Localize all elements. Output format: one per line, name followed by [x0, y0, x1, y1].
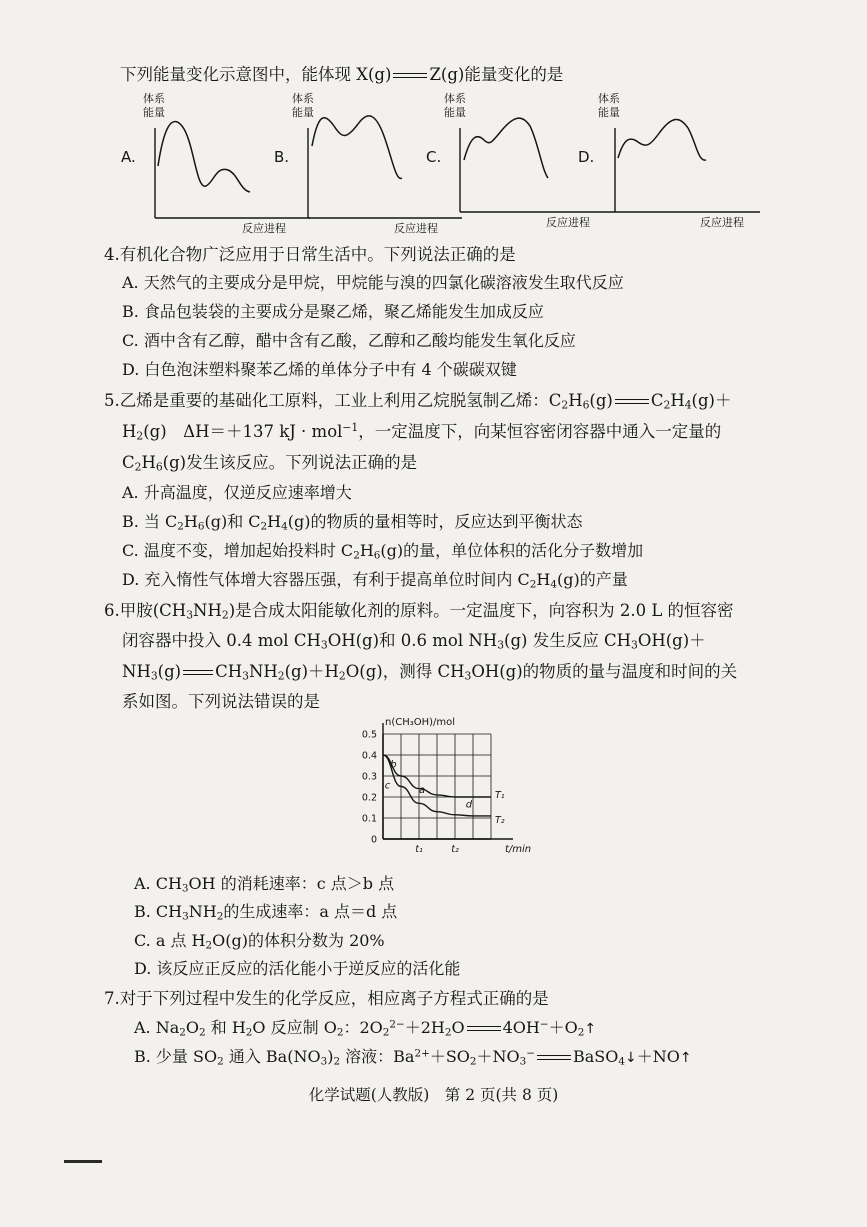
q7-b-f: ＋NO: [476, 1047, 520, 1066]
q6-l3-d: NH: [248, 662, 278, 681]
q5-c-b: H: [359, 541, 374, 560]
q5-d-a: D. 充入惰性气体增大容器压强，有利于提高单位时间内 C: [122, 570, 530, 589]
graph-d-label: D.: [578, 148, 595, 166]
q7-a-c: 和 H: [210, 1018, 246, 1037]
q6-l2-a: 闭容器中投入 0.4 mol CH: [122, 631, 321, 650]
graph-a-ylabel-2: 能量: [143, 106, 165, 119]
q7-a-a: A. Na: [134, 1018, 180, 1037]
chart-ytick-label: 0.1: [361, 813, 377, 825]
chart-point-label: c: [384, 780, 391, 792]
gas-up-arrow-icon: ↑: [584, 1021, 597, 1037]
q7-a-f: ＋2H: [404, 1018, 445, 1037]
graph-a-xlabel: 反应进程: [242, 222, 286, 235]
q5-option-d: D. 充入惰性气体增大容器压强，有利于提高单位时间内 $C_2H_4(g)$的产量: [122, 570, 628, 591]
q7-a-h: 4OH: [502, 1018, 540, 1037]
q6-l1-c: )是合成太阳能敏化剂的原料。一定温度下，向容积为 2.0 L 的恒容密: [228, 601, 734, 620]
graph-d-ylabel-1: 体系: [598, 92, 620, 105]
q5-option-a: A. 升高温度，仅逆反应速率增大: [122, 483, 352, 502]
q3-stem: [120, 64, 563, 86]
q5-l3-c: (g)发生该反应。下列说法正确的是: [162, 453, 418, 472]
graph-d-xlabel: 反应进程: [700, 216, 744, 229]
q7-b-a: B. 少量 SO: [134, 1047, 218, 1066]
graph-c-curve: [464, 118, 548, 178]
scan-edge-mark: [64, 1160, 102, 1163]
graph-a-label: A.: [121, 148, 136, 166]
q5-l1-e: H: [670, 391, 685, 410]
graph-b-xlabel: 反应进程: [394, 222, 438, 235]
chart-x-label: t/min: [505, 844, 532, 855]
q6-l2-b: OH(g)和 0.6 mol NH: [327, 631, 498, 650]
graph-c-label: C.: [426, 148, 442, 166]
q6-l3-a: NH: [122, 662, 151, 681]
chart-ytick-label: 0: [370, 834, 377, 846]
chart-point-label: b: [390, 759, 397, 771]
q5-c-c: (g)的量，单位体积的活化分子数增加: [380, 541, 644, 560]
q5-l1-f: (g)＋: [691, 391, 732, 410]
q5-b-b: H: [183, 512, 198, 531]
gas-up-arrow-icon: ↑: [679, 1050, 692, 1066]
q5-b-a: B. 当 C: [122, 512, 178, 531]
q5-c-a: C. 温度不变，增加起始投料时 C: [122, 541, 354, 560]
q3-stem-end: Z(g)能量变化的是: [429, 65, 564, 84]
chart-y-label: n(CH₃OH)/mol: [385, 717, 456, 728]
q5-d-c: (g)的产量: [556, 570, 628, 589]
equals-arrow-icon: [467, 1024, 501, 1034]
q6-b-c: 的生成速率：a 点＝d 点: [223, 902, 398, 921]
chart-xtick-label: t₁: [415, 844, 423, 855]
q4-option-d: D. 白色泡沫塑料聚苯乙烯的单体分子中有 4 个碳碳双键: [122, 360, 517, 379]
graph-b-ylabel-2: 能量: [292, 106, 314, 119]
chart-ytick-label: 0.2: [361, 792, 377, 804]
q3-energy-graphs: [110, 86, 760, 236]
q7-b-d: 溶液：Ba: [345, 1047, 415, 1066]
q5-b-c: (g)和 C: [204, 512, 261, 531]
q6-option-c: C. a 点 $H_2O(g)$的体积分数为 20%: [134, 931, 385, 952]
equilibrium-arrow-icon: [183, 668, 213, 678]
graph-c-ylabel-1: 体系: [444, 92, 466, 105]
page-footer: 化学试题(人教版) 第 2 页(共 8 页): [308, 1086, 559, 1104]
q6-l3-g: OH(g)的物质的量与温度和时间的关: [471, 662, 738, 681]
q6-line-3: $NH_3(g)$ $CH_3NH_2(g)+H_2O(g)$，测得 $CH_3OH(g)$的物质的量与温度和时间的关: [122, 662, 738, 683]
q7-a-e: ：2O: [343, 1018, 383, 1037]
q6-c-a: C. a 点 H: [134, 931, 206, 950]
graph-c-ylabel-2: 能量: [444, 106, 466, 119]
q6-line-2: 闭容器中投入 0.4 mol $CH_3OH(g)$和 0.6 mol $NH_3(g)$ 发生反应 $CH_3OH(g)+$: [122, 631, 706, 652]
q7-option-b: B. 少量 $SO_2$ 通入 $Ba(NO_3)_2$ 溶液：$Ba^{2+}+SO_2+NO_3^-$ BaSO$_4$↓＋NO↑: [134, 1047, 692, 1068]
q6-c-b: O(g)的体积分数为 20%: [212, 931, 385, 950]
q7-b-b: 通入 Ba(NO: [228, 1047, 321, 1066]
graph-b-label: B.: [274, 148, 290, 166]
q5-l1-d: C: [650, 391, 664, 410]
precipitate-down-arrow-icon: ↓: [625, 1050, 637, 1066]
q5-option-c: C. 温度不变，增加起始投料时 $C_2H_6(g)$的量，单位体积的活化分子数增加: [122, 541, 644, 562]
graph-a-curve: [158, 122, 250, 192]
graph-c-xlabel: 反应进程: [546, 216, 590, 229]
q6-line-1: 6.甲胺$(CH_3NH_2)$是合成太阳能敏化剂的原料。一定温度下，向容积为 2.0 L 的恒容密: [104, 601, 734, 622]
chart-ytick-label: 0.4: [361, 750, 377, 762]
q5-option-b: B. 当 $C_2H_6(g)$和 $C_2H_4(g)$的物质的量相等时，反应达到平衡状态: [122, 512, 583, 533]
q6-chart: [345, 715, 545, 855]
q7-b-g: BaSO: [573, 1047, 619, 1066]
q6-option-a: A. $CH_3OH$ 的消耗速率：c 点＞b 点: [134, 874, 395, 895]
graph-d-curve: [618, 119, 706, 160]
q4-option-c: C. 酒中含有乙醇，醋中含有乙酸，乙醇和乙酸均能发生氧化反应: [122, 331, 576, 350]
equilibrium-arrow-icon: [615, 397, 649, 407]
q6-l3-b: (g): [157, 662, 182, 681]
q6-b-a: B. CH: [134, 902, 183, 921]
q7-a-d: O 反应制 O: [252, 1018, 337, 1037]
chart-point-label: a: [419, 784, 426, 796]
q5-l1-b: H: [568, 391, 583, 410]
q4-stem: 4.有机化合物广泛应用于日常生活中。下列说法正确的是: [104, 245, 516, 264]
graph-b-ylabel-1: 体系: [292, 92, 314, 105]
q6-l2-c: (g) 发生反应 CH: [504, 631, 631, 650]
q6-b-b: NH: [188, 902, 217, 921]
q5-line-2: $H_2(g)$ ΔH＝＋137 kJ · mol$^{-1}$，一定温度下，向某恒容密闭容器中通入一定量的: [122, 421, 722, 443]
q6-l3-c: CH: [215, 662, 243, 681]
q6-line-4: 系如图。下列说法错误的是: [122, 692, 320, 711]
q6-l3-f: O(g)，测得 CH: [345, 662, 465, 681]
q5-l1-c: (g): [589, 391, 613, 410]
q7-option-a: A. $Na_2O_2$ 和 $H_2O$ 反应制 $O_2$：$2O_2^{2-}+2H_2O$ $4OH^-+O_2↑$: [134, 1018, 597, 1039]
q4-option-b: B. 食品包装袋的主要成分是聚乙烯，聚乙烯能发生加成反应: [122, 302, 544, 321]
chart-series-label: T₁: [495, 790, 505, 801]
graph-d-ylabel-2: 能量: [598, 106, 620, 119]
q5-l2-c: ，一定温度下，向某恒容密闭容器中通入一定量的: [358, 422, 722, 441]
q5-b-e: (g)的物质的量相等时，反应达到平衡状态: [287, 512, 583, 531]
q5-l2-a: H: [122, 422, 137, 441]
graph-b-curve: [312, 116, 402, 179]
q4-option-a: A. 天然气的主要成分是甲烷，甲烷能与溴的四氯化碳溶液发生取代反应: [122, 273, 624, 292]
q5-l3-b: H: [141, 453, 156, 472]
chart-ytick-label: 0.3: [361, 771, 377, 783]
graph-d: [578, 91, 760, 229]
equilibrium-arrow-icon: [393, 71, 427, 81]
graph-a-ylabel-1: 体系: [143, 92, 165, 105]
q5-line-1: 5.乙烯是重要的基础化工原料，工业上利用乙烷脱氢制乙烯：$C_2H_6(g)$ $C_2H_4(g)+$: [104, 391, 732, 412]
chart-point-label: d: [465, 799, 473, 811]
q7-a-b: O: [185, 1018, 200, 1037]
q7-b-c: ): [327, 1047, 334, 1066]
q6-option-b: B. $CH_3NH_2$的生成速率：a 点＝d 点: [134, 902, 398, 923]
q5-line-3: $C_2H_6(g)$发生该反应。下列说法正确的是: [122, 453, 418, 474]
q7-a-i: ＋O: [548, 1018, 578, 1037]
q7-a-g: O: [451, 1018, 465, 1037]
q6-a-b: OH 的消耗速率：c 点＞b 点: [188, 874, 395, 893]
q5-l1-a: 5.乙烯是重要的基础化工原料，工业上利用乙烷脱氢制乙烯：C: [104, 391, 562, 410]
q7-b-e: ＋SO: [429, 1047, 470, 1066]
q5-b-d: H: [267, 512, 282, 531]
chart-xtick-label: t₂: [451, 844, 459, 855]
q6-l1-a: 6.甲胺(CH: [104, 601, 187, 620]
q7-b-h: ＋NO: [636, 1047, 680, 1066]
q5-l2-b: (g) ΔH＝＋137 kJ · mol: [143, 422, 343, 441]
q6-l3-e: (g)＋H: [284, 662, 339, 681]
q7-stem: 7.对于下列过程中发生的化学反应，相应离子方程式正确的是: [104, 989, 549, 1008]
chart-ytick-label: 0.5: [361, 729, 377, 741]
q5-l3-a: C: [122, 453, 135, 472]
q5-d-b: H: [536, 570, 551, 589]
q6-option-d: D. 该反应正反应的活化能小于逆反应的活化能: [134, 959, 461, 978]
q6-a-a: A. CH: [134, 874, 182, 893]
q6-l2-d: OH(g)＋: [637, 631, 706, 650]
q3-stem-text: 下列能量变化示意图中，能体现 X(g): [120, 65, 392, 84]
q6-l1-b: NH: [193, 601, 222, 620]
equals-arrow-icon: [537, 1053, 571, 1063]
chart-series-label: T₂: [495, 814, 505, 826]
